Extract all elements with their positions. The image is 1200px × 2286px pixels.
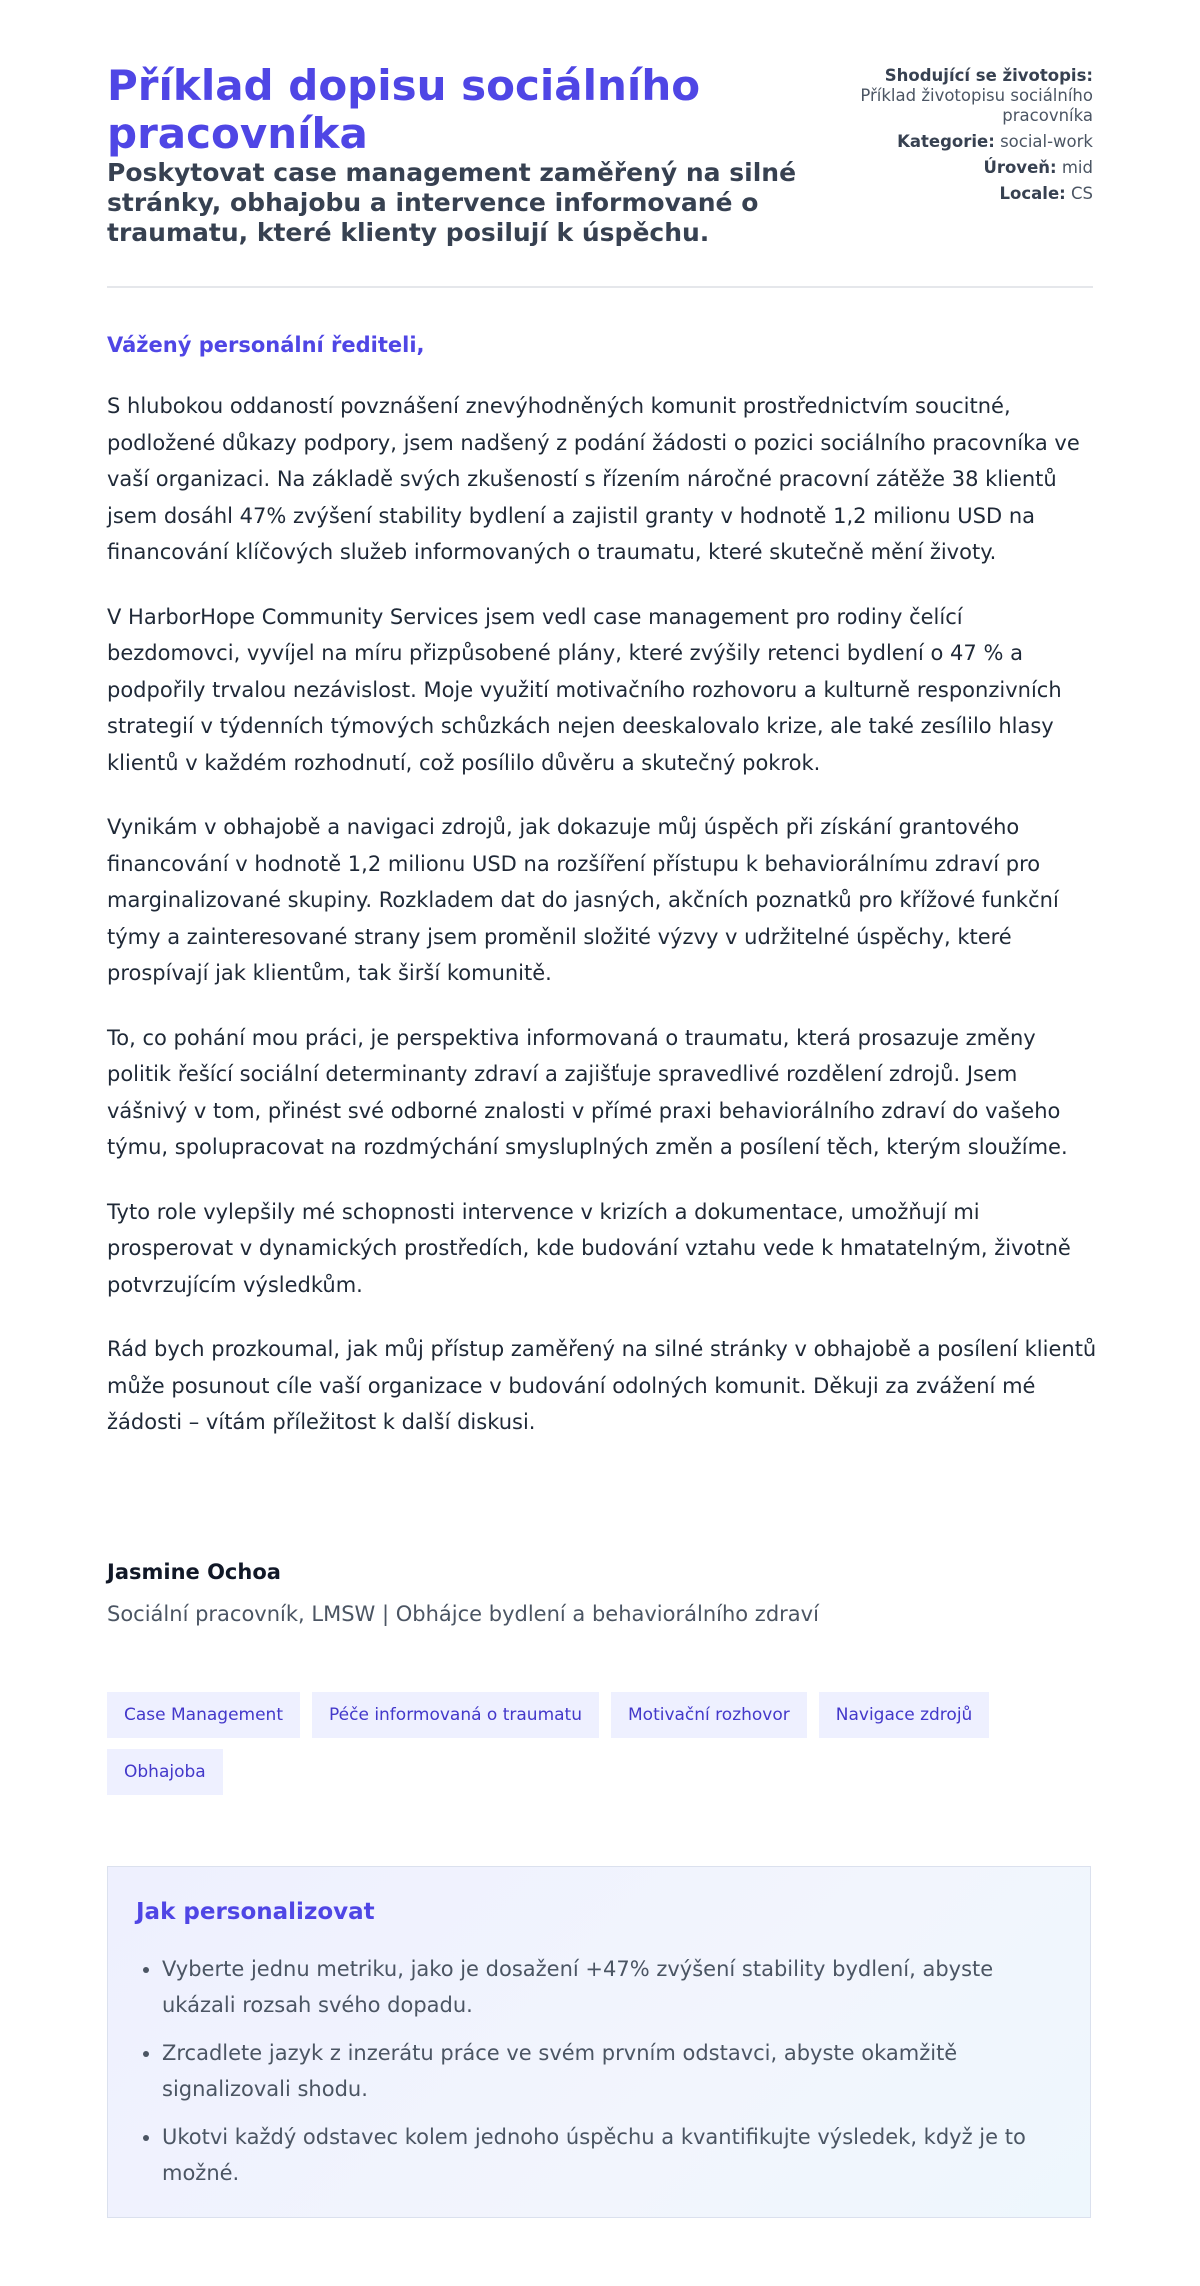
letter-salutation: Vážený personální řediteli, (107, 333, 425, 357)
meta-category-label: Kategorie: (897, 132, 995, 151)
tips-list (136, 1951, 1062, 2203)
letter-paragraph: Tyto role vylepšily mé schopnosti intervence v krizích a dokumentace, umožňují mi prosperovat v dynamických prostředích, kde budování vztahu vede k hmatatelným, životně potvrzujícím výsledkům. (107, 1199, 1071, 1297)
tip-item: • Vyberte jednu metriku, jako je dosažení +47% zvýšení stability bydlení, abyste ukázali rozsah svého dopadu. (162, 1951, 1062, 2023)
skill-tags (107, 1692, 1007, 1795)
meta-locale-value: CS (1071, 184, 1093, 203)
meta-level (833, 158, 1093, 178)
letter-paragraph: Vynikám v obhajobě a navigaci zdrojů, jak dokazuje můj úspěch při získání grantového financování v hodnotě 1,2 milionu USD na rozšíření přístupu k behaviorálnímu zdraví pro marginalizované skupiny. Rozkladem dat do jasných, akčních poznatků pro křížové funkční týmy a zainteresované strany jsem proměnil složité výzvy v udržitelné úspěchy, které prospívají jak klientům, tak širší komunitě. (107, 815, 1059, 985)
tip-item: • Zrcadlete jazyk z inzerátu práce ve svém prvním odstavci, abyste okamžitě signalizovali shodu. (162, 2035, 1062, 2107)
meta-matching-value[interactable]: Příklad životopisu sociálního pracovníka (860, 86, 1093, 125)
letter-header (107, 0, 1093, 288)
personalize-tips-box (107, 1866, 1091, 2218)
meta-locale (833, 184, 1093, 204)
skill-tag: Navigace zdrojů (819, 1692, 990, 1738)
letter-paragraph: V HarborHope Community Services jsem vedl case management pro rodiny čelící bezdomovci, vyvíjel na míru přizpůsobené plány, které zvýšily retenci bydlení o 47 % a podpořily trvalou nezávislost. Moje využití motivačního rozhovoru a kulturně responzivních strategií v týdenních týmových schůzkách nejen deeskalovalo krize, ale také zesílilo hlasy klientů v každém rozhodnutí, což posílilo důvěru a skutečný pokrok. (107, 604, 1062, 775)
letter-meta (833, 66, 1093, 210)
skill-tag: Péče informovaná o traumatu (312, 1692, 599, 1738)
signature-name: Jasmine Ochoa (107, 1560, 281, 1584)
skill-tag: Case Management (107, 1692, 300, 1738)
tips-heading: Jak personalizovat (136, 1899, 375, 1925)
letter-paragraph: S hlubokou oddaností povznášení znevýhodněných komunit prostřednictvím soucitné, podložené důkazy podpory, jsem nadšený z podání žádosti o pozici sociálního pracovníka ve vaší organizaci. Na základě svých zkušeností s řízením náročné pracovní zátěže 38 klientů jsem dosáhl 47% zvýšení stability bydlení a zajistil granty v hodnotě 1,2 milionu USD na financování klíčových služeb informovaných o traumatu, které skutečně mění životy. (107, 394, 1080, 564)
skill-tag: Obhajoba (107, 1749, 223, 1795)
tip-item: • Ukotvi každý odstavec kolem jednoho úspěchu a kvantifikujte výsledek, když je to možné. (162, 2119, 1062, 2191)
meta-level-label: Úroveň: (983, 158, 1057, 177)
meta-category (833, 132, 1093, 152)
page-title: Příklad dopisu sociálního pracovníka (107, 61, 701, 158)
letter-body (107, 388, 1097, 1469)
signature-role: Sociální pracovník, LMSW | Obhájce bydlení a behaviorálního zdraví (107, 1602, 819, 1626)
letter-paragraph: Rád bych prozkoumal, jak můj přístup zaměřený na silné stránky v obhajobě a posílení klientů může posunout cíle vaší organizace v budování odolných komunit. Děkuji za zvážení mé žádosti – vítám příležitost k další diskusi. (107, 1337, 1097, 1434)
meta-locale-label: Locale: (999, 184, 1066, 203)
skill-tag: Motivační rozhovor (611, 1692, 807, 1738)
meta-category-value: social-work (1000, 132, 1093, 151)
page-subtitle: Poskytovat case management zaměřený na silné stránky, obhajobu a intervence informované o traumatu, které klienty posilují k úspěchu. (107, 158, 797, 247)
meta-level-value: mid (1061, 158, 1093, 177)
meta-matching-label: Shodující se životopis: (884, 66, 1093, 85)
meta-matching-resume (833, 66, 1093, 126)
cover-letter-page (107, 0, 1097, 2185)
letter-paragraph: To, co pohání mou práci, je perspektiva informovaná o traumatu, která prosazuje změny politik řešící sociální determinanty zdraví a zajišťuje spravedlivé rozdělení zdrojů. Jsem vášnivý v tom, přinést své odborné znalosti v přímé praxi behaviorálního zdraví do vašeho týmu, spolupracovat na rozdmýchání smysluplných změn a posílení těch, kterým sloužíme. (107, 1025, 1068, 1159)
